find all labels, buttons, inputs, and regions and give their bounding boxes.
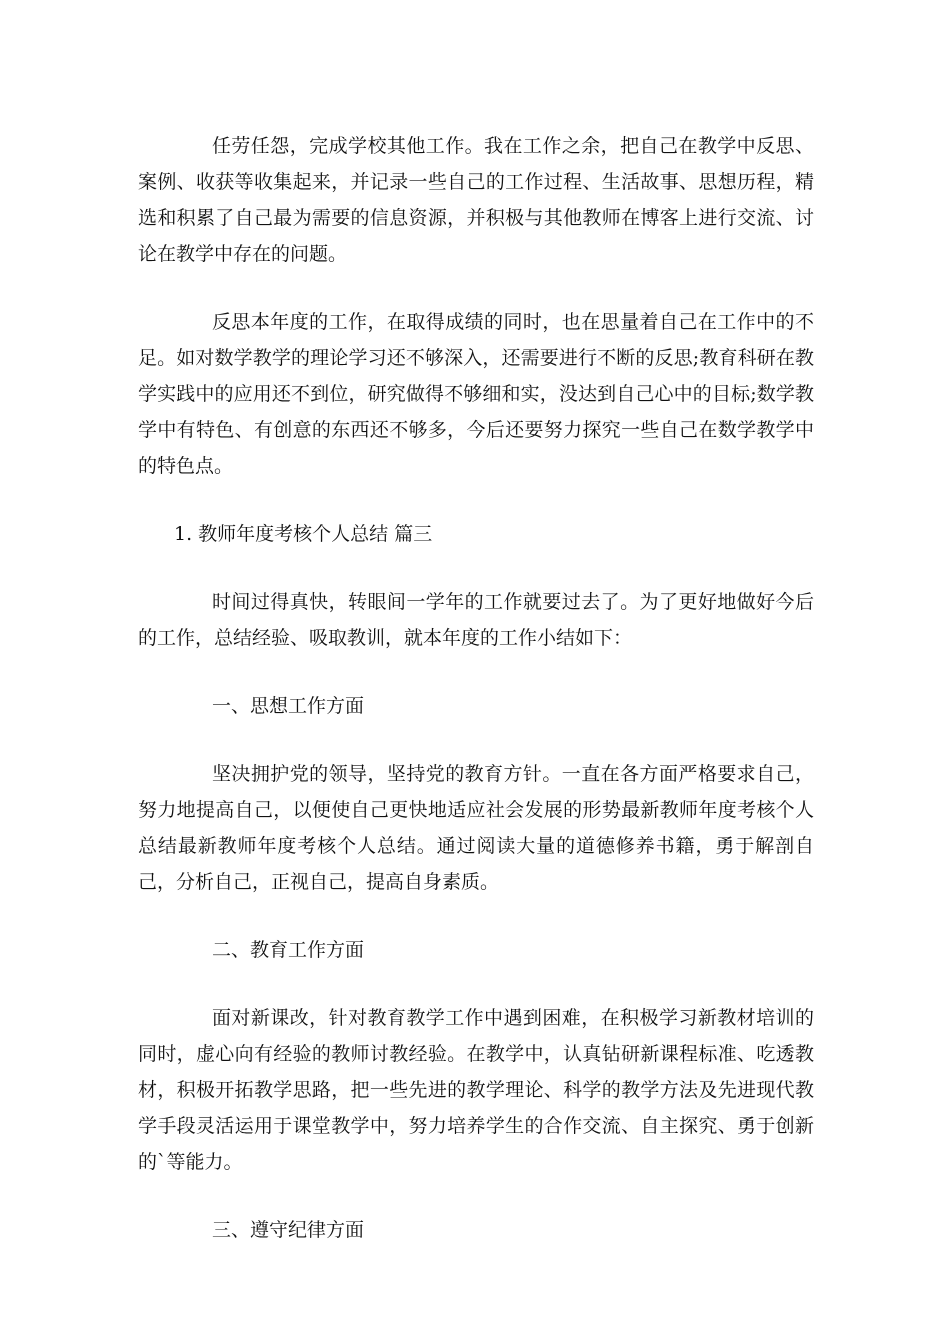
heading-ideology: 一、思想工作方面 — [212, 695, 365, 717]
paragraph-intro: 时间过得真快，转眼间一学年的工作就要过去了。为了更好地做好今后的工作，总结经验、吸取教训，就本年度的工作小结如下： — [138, 591, 814, 649]
document-body — [138, 128, 814, 1280]
paragraph-ideology: 坚决拥护党的领导，坚持党的教育方针。一直在各方面严格要求自己，努力地提高自己，以便使自己更快地适应社会发展的形势最新教师年度考核个人总结最新教师年度考核个人总结。通过阅读大量的道德修养书籍，勇于解剖自己，分析自己，正视自己，提高自身素质。 — [138, 763, 814, 893]
heading-education: 二、教育工作方面 — [212, 939, 365, 961]
paragraph-education: 面对新课改，针对教育教学工作中遇到困难，在积极学习新教材培训的同时，虚心向有经验的教师讨教经验。在教学中，认真钻研新课程标准、吃透教材，积极开拓教学思路，把一些先进的教学理论、科学的教学方法及先进现代教学手段灵活运用于课堂教学中，努力培养学生的合作交流、自主探究、勇于创新的`等能力。 — [138, 1007, 814, 1173]
paragraph-reflection: 反思本年度的工作，在取得成绩的同时，也在思量着自己在工作中的不足。如对数学教学的理论学习还不够深入，还需要进行不断的反思;教育科研在教学实践中的应用还不到位，研究做得不够细和实，没达到自己心中的目标;数学教学中有特色、有创意的东西还不够多，今后还要努力探究一些自己在数学教学中的特色点。 — [138, 311, 814, 477]
section-title: 1. 教师年度考核个人总结 篇三 — [174, 523, 433, 545]
heading-discipline: 三、遵守纪律方面 — [212, 1219, 365, 1241]
paragraph-workload: 任劳任怨，完成学校其他工作。我在工作之余，把自己在教学中反思、案例、收获等收集起来，并记录一些自己的工作过程、生活故事、思想历程，精选和积累了自己最为需要的信息资源，并积极与其他教师在博客上进行交流、讨论在教学中存在的问题。 — [138, 135, 814, 265]
